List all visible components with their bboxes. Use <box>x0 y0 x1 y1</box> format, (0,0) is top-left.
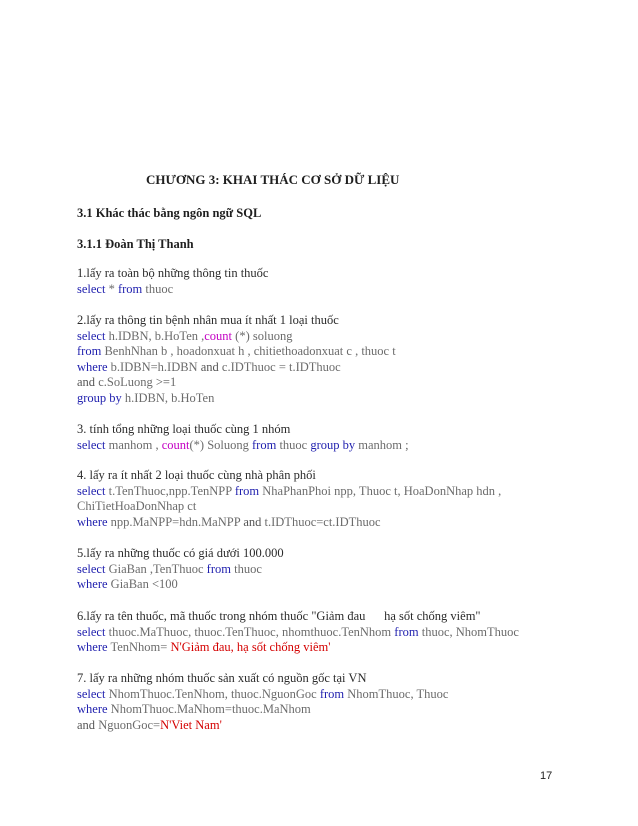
query-2 <box>77 313 396 407</box>
code-line <box>77 702 448 718</box>
chapter-title: CHƯƠNG 3: KHAI THÁC CƠ SỞ DỮ LIỆU <box>146 172 400 187</box>
sql-text: manhom ; <box>355 437 409 452</box>
sql-operator: >= <box>155 375 170 390</box>
code-line <box>77 640 519 656</box>
query-3 <box>77 422 409 453</box>
sql-text: b.IDBN=h.IDBN <box>107 359 201 374</box>
code-line <box>77 438 409 454</box>
page-number: 17 <box>540 770 553 782</box>
code-line <box>77 484 501 500</box>
sql-text: * <box>105 281 118 296</box>
sql-text: NhomThuoc.TenNhom, thuoc.NguonGoc <box>105 686 320 701</box>
sql-text: npp.MaNPP=hdn.MaNPP <box>107 514 244 529</box>
code-line <box>77 625 519 641</box>
section-heading: 3.1 Khác thác bằng ngôn ngữ SQL <box>77 206 262 220</box>
sql-keyword: where <box>77 640 108 655</box>
sql-text: t.IDThuoc=ct.IDThuoc <box>261 514 381 529</box>
sql-text: t.TenThuoc,npp.TenNPP <box>105 483 235 498</box>
sql-text: 100 <box>159 577 178 592</box>
code-line <box>77 360 396 376</box>
sql-text: h.IDBN, b.HoTen <box>121 390 215 405</box>
sql-keyword: group by <box>310 437 356 452</box>
sql-keyword: where <box>77 577 108 592</box>
query-title: 1.lấy ra toàn bộ những thông tin thuốc <box>77 266 269 280</box>
subsection-heading: 3.1.1 Đoàn Thị Thanh <box>77 237 194 251</box>
query-7 <box>77 671 448 733</box>
code-line <box>77 282 268 298</box>
sql-text: TenNhom= <box>107 640 171 655</box>
query-title: 6.lấy ra tên thuốc, mã thuốc trong nhóm thuốc "Giảm đau hạ sốt chống viêm" <box>77 609 481 623</box>
sql-keyword: select <box>77 437 106 452</box>
sql-text: thuoc <box>276 437 311 452</box>
sql-text: (*) Soluong <box>189 437 252 452</box>
sql-text: ChiTietHoaDonNhap ct <box>77 499 197 514</box>
code-line <box>77 499 501 515</box>
sql-keyword: from <box>394 624 419 639</box>
sql-text: thuoc <box>142 281 174 296</box>
sql-function: count <box>204 328 233 343</box>
sql-operator: and <box>243 514 262 529</box>
code-line <box>77 515 501 531</box>
sql-keyword: from <box>234 483 260 498</box>
sql-keyword: from <box>117 281 143 296</box>
sql-text: c.IDThuoc = t.IDThuoc <box>218 359 341 374</box>
sql-operator: < <box>151 577 160 592</box>
sql-text: NguonGoc= <box>95 717 161 732</box>
sql-text: manhom , <box>105 437 162 452</box>
query-title: 4. lấy ra ít nhất 2 loại thuốc cùng nhà phân phối <box>77 468 316 482</box>
sql-text: NhomThuoc.MaNhom=thuoc.MaNhom <box>107 702 311 717</box>
sql-text: (*) soluong <box>232 328 293 343</box>
code-line <box>77 344 396 360</box>
query-title: 5.lấy ra những thuốc có giá dưới 100.000 <box>77 546 284 560</box>
sql-keyword: select <box>77 624 106 639</box>
sql-text: thuoc <box>230 561 262 576</box>
query-title: 3. tính tổng những loại thuốc cùng 1 nhóm <box>77 422 291 436</box>
code-line <box>77 562 284 578</box>
query-4 <box>77 468 501 530</box>
query-title: 2.lấy ra thông tin bệnh nhân mua ít nhất 1 loại thuốc <box>77 313 339 327</box>
sql-keyword: from <box>77 344 102 359</box>
sql-keyword: from <box>319 686 345 701</box>
sql-text: GiaBan <box>107 577 152 592</box>
sql-keyword: select <box>77 561 106 576</box>
sql-text: GiaBan ,TenThuoc <box>105 561 207 576</box>
sql-text: NhomThuoc, Thuoc <box>344 686 449 701</box>
sql-function: count <box>161 437 190 452</box>
sql-string: N'Giảm đau, hạ sốt chống viêm' <box>170 640 331 655</box>
sql-text: thuoc, NhomThuoc <box>418 624 519 639</box>
sql-text: thuoc.MaThuoc, thuoc.TenThuoc, nhomthuoc.TenNhom <box>105 624 395 639</box>
sql-keyword: from <box>206 561 231 576</box>
sql-keyword: where <box>77 514 108 529</box>
code-line <box>77 391 396 407</box>
sql-keyword: select <box>77 686 106 701</box>
query-title: 7. lấy ra những nhóm thuốc sản xuất có nguồn gốc tại VN <box>77 671 367 685</box>
sql-text: BenhNhan b , hoadonxuat h , chitiethoadonxuat c , thuoc t <box>101 344 396 359</box>
sql-text: c.SoLuong <box>95 375 156 390</box>
sql-operator: and <box>77 717 96 732</box>
query-6 <box>77 609 519 656</box>
sql-operator: and <box>77 375 96 390</box>
code-line <box>77 718 448 734</box>
sql-text: NhaPhanPhoi npp, Thuoc t, HoaDonNhap hdn , <box>259 483 502 498</box>
query-1 <box>77 266 268 297</box>
code-line <box>77 577 284 593</box>
code-line <box>77 687 448 703</box>
sql-string: N'Viet Nam' <box>160 717 222 732</box>
sql-keyword: where <box>77 702 108 717</box>
sql-keyword: select <box>77 483 106 498</box>
sql-keyword: from <box>252 437 277 452</box>
code-line <box>77 375 396 391</box>
sql-text: h.IDBN, b.HoTen , <box>105 328 205 343</box>
query-5 <box>77 546 284 593</box>
sql-keyword: select <box>77 281 106 296</box>
sql-operator: and <box>200 359 219 374</box>
sql-keyword: select <box>77 328 106 343</box>
sql-text: 1 <box>169 375 177 390</box>
sql-keyword: where <box>77 359 108 374</box>
sql-keyword: group by <box>77 390 122 405</box>
code-line <box>77 329 396 345</box>
